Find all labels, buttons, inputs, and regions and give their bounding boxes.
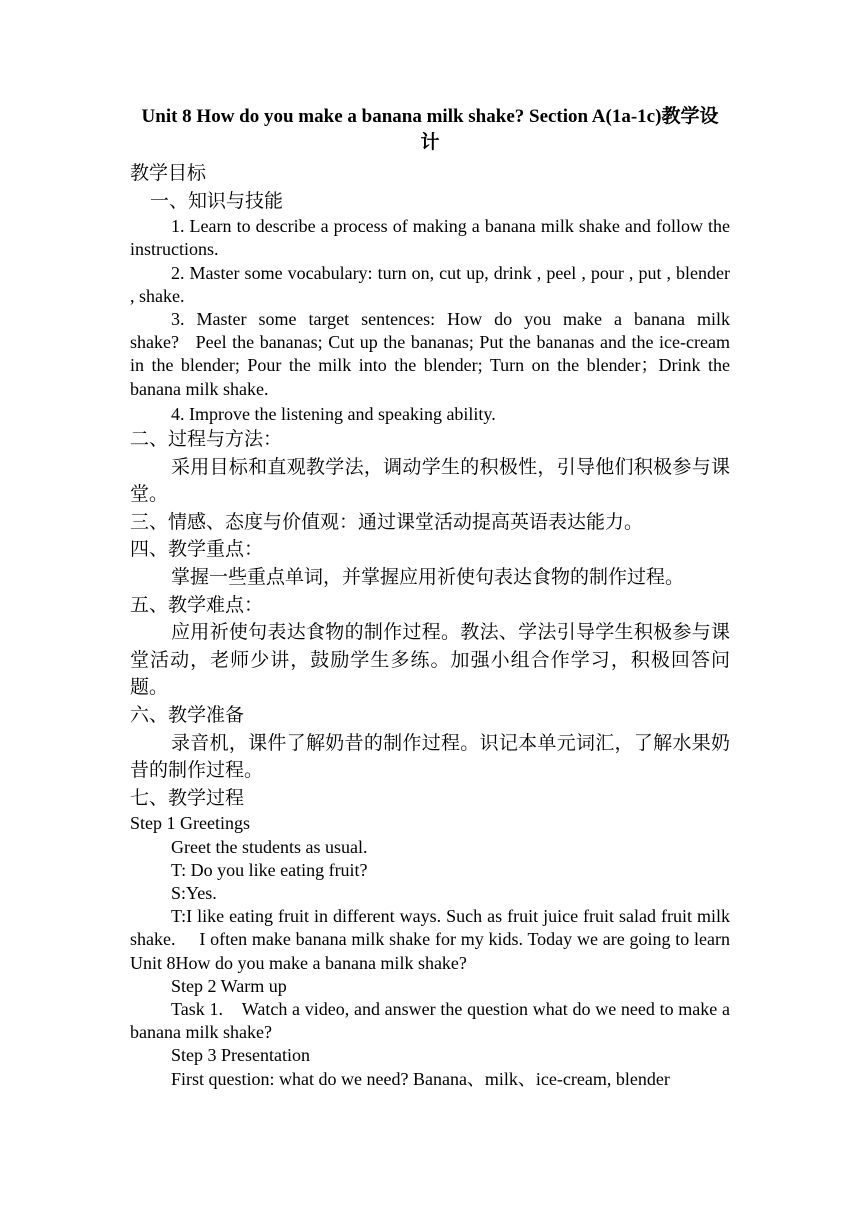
step-line: T: Do you like eating fruit?: [171, 859, 368, 880]
step-line: Greet the students as usual.: [171, 836, 368, 857]
step-line: S:Yes.: [171, 882, 217, 903]
section-text: 采用目标和直观教学法，调动学生的积极性，引导他们积极参与课堂。: [130, 456, 730, 506]
section-text: 录音机，课件了解奶昔的制作过程。识记本单元词汇，了解水果奶昔的制作过程。: [130, 732, 730, 782]
section-heading: 六、教学准备: [130, 704, 245, 726]
step-heading: Step 3 Presentation: [171, 1045, 310, 1066]
step-line: Task 1. Watch a video, and answer the question what do we need to make a banana milk shake?: [130, 998, 730, 1043]
document-title: [130, 104, 730, 156]
document-body: [130, 104, 730, 1091]
section-heading: 五、教学难点：: [130, 594, 264, 616]
title-line-1: Unit 8 How do you make a banana milk shake? Section A(1a-1c)教学设: [141, 106, 719, 127]
section-text: 掌握一些重点单词，并掌握应用祈使句表达食物的制作过程。: [171, 566, 685, 588]
step-line: T:I like eating fruit in different ways. Such as fruit juice fruit salad fruit milk shake. I often make banana milk shake for my kids. Today we are going to learn Unit 8How do you make a banana milk shake?: [130, 906, 730, 973]
objective-item: 2. Master some vocabulary: turn on, cut up, drink , peel , pour , put , blender , shake.: [130, 262, 730, 306]
step-heading: Step 2 Warm up: [171, 975, 287, 996]
objective-item: 1. Learn to describe a process of making a banana milk shake and follow the instructions.: [130, 216, 730, 260]
section-subheading: 一、知识与技能: [150, 190, 284, 212]
objective-item: 3. Master some target sentences: How do you make a banana milk shake? Peel the bananas; Cut up the bananas; Put the bananas and the ice-cream in the blender; Pour the milk into the blender; Turn on the blender；Drink the banana milk shake.: [130, 309, 730, 399]
section-heading: 二、过程与方法：: [130, 429, 283, 451]
section-text: 应用祈使句表达食物的制作过程。教法、学法引导学生积极参与课堂活动，老师少讲，鼓励学生多练。加强小组合作学习，积极回答问题。: [130, 622, 730, 699]
step-heading: Step 1 Greetings: [130, 813, 250, 834]
objective-item: 4. Improve the listening and speaking ability.: [171, 403, 496, 424]
section-heading: 三、情感、态度与价值观：通过课堂活动提高英语表达能力。: [130, 511, 644, 533]
section-heading: 七、教学过程: [130, 787, 245, 809]
section-heading: 四、教学重点：: [130, 539, 264, 561]
title-line-2: 计: [420, 132, 440, 153]
step-line: First question: what do we need? Banana、milk、ice-cream, blender: [171, 1068, 670, 1089]
section-heading: 教学目标: [130, 163, 207, 184]
